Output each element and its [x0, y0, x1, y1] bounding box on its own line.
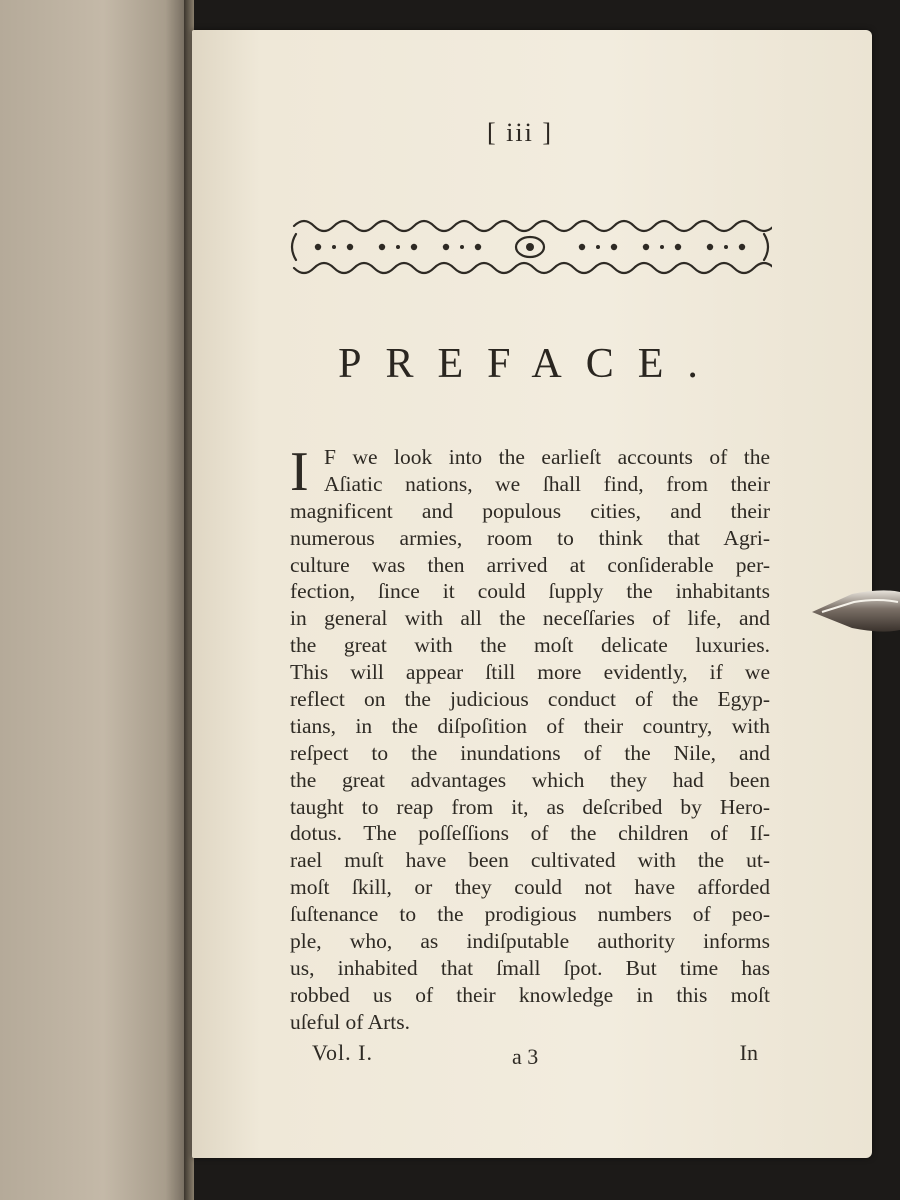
catchword: In — [739, 1040, 758, 1065]
text-line: magnificent and populous cities, and their — [290, 498, 770, 523]
text-line: dotus. The poſſeſſions of the children of Iſ- — [290, 821, 770, 846]
text-line: uſeful of Arts. — [290, 1009, 411, 1034]
text-line: us, inhabited that ſmall ſpot. But time has — [290, 955, 770, 980]
bookmark-icon — [812, 588, 900, 634]
page-title: PREFACE. — [338, 341, 722, 387]
text-line: This will appear ſtill more evidently, if we — [290, 660, 770, 685]
volume-label: Vol. I. — [312, 1040, 373, 1065]
text-line: reflect on the judicious conduct of the Egyp- — [290, 687, 770, 712]
text-line: ſuſtenance to the prodigious numbers of peo- — [290, 902, 770, 927]
signature-mark: a 3 — [512, 1044, 539, 1069]
drop-cap: I — [290, 441, 309, 503]
page-footer — [290, 1040, 760, 1070]
text-line: taught to reap from it, as deſcribed by Hero- — [290, 794, 770, 819]
text-line: the great with the moſt delicate luxuries. — [290, 633, 770, 658]
left-page — [0, 0, 188, 1200]
text-line: reſpect to the inundations of the Nile, and — [290, 740, 770, 765]
text-line: Aſiatic nations, we ſhall find, from their — [324, 471, 770, 496]
text-line: moſt ſkill, or they could not have afforded — [290, 875, 770, 900]
text-line: culture was then arrived at conſiderable per- — [290, 552, 770, 577]
text-line: ple, who, as indiſputable authority informs — [290, 929, 770, 954]
page-number: [ iii ] — [487, 118, 553, 147]
text-line: tians, in the diſpoſition of their country, with — [290, 713, 770, 738]
floral-ornament-icon — [288, 212, 772, 280]
text-line: in general with all the neceſſaries of life, and — [290, 606, 770, 631]
text-line: rael muſt have been cultivated with the ut- — [290, 848, 770, 873]
body-text — [290, 441, 770, 1036]
text-line: F we look into the earlieſt accounts of the — [324, 445, 770, 469]
text-line: the great advantages which they had been — [290, 767, 770, 792]
text-line: fection, ſince it could ſupply the inhabitants — [290, 579, 770, 604]
text-line: robbed us of their knowledge in this moſt — [290, 982, 770, 1007]
text-line: numerous armies, room to think that Agri- — [290, 525, 770, 550]
